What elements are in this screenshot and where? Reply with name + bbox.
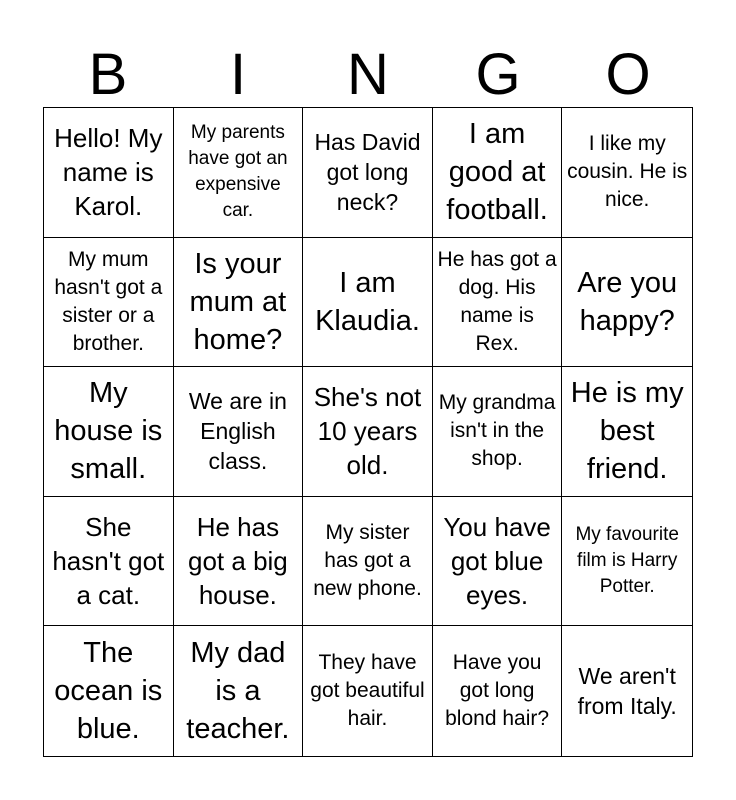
cell-text: My mum hasn't got a sister or a brother. (54, 247, 163, 355)
bingo-cell-r3c4[interactable] (433, 367, 563, 497)
bingo-board (43, 107, 693, 757)
cell-text: You have got blue eyes. (443, 512, 551, 611)
cell-text: He has got a big house. (188, 512, 288, 611)
bingo-cell-r4c3[interactable] (303, 497, 433, 627)
bingo-cell-r3c2[interactable] (174, 367, 304, 497)
cell-text: I am good at football. (446, 118, 548, 227)
cell-text: My grandma isn't in the shop. (438, 391, 556, 471)
header-letter-i: I (229, 42, 247, 107)
bingo-cell-r4c4[interactable] (433, 497, 563, 627)
bingo-cell-r2c2[interactable] (174, 238, 304, 368)
cell-text: He is my best friend. (570, 377, 684, 486)
cell-text: They have got beautiful hair. (310, 651, 425, 731)
header-letter-n: N (347, 42, 389, 107)
cell-text: She's not 10 years old. (313, 382, 422, 481)
bingo-cell-r4c1[interactable] (44, 497, 174, 627)
bingo-cell-r5c4[interactable] (433, 626, 563, 756)
cell-text: My dad is a teacher. (186, 637, 290, 746)
header-letter-g: G (475, 42, 521, 107)
cell-text: My favourite film is Harry Potter. (575, 524, 679, 598)
bingo-cell-r1c2[interactable] (174, 108, 304, 238)
bingo-cell-r4c5[interactable] (562, 497, 692, 627)
bingo-cell-r2c1[interactable] (44, 238, 174, 368)
cell-text: Are you happy? (577, 266, 678, 337)
cell-text: Hello! My name is Karol. (54, 123, 163, 222)
bingo-cell-r3c5[interactable] (562, 367, 692, 497)
cell-text: He has got a dog. His name is Rex. (437, 247, 557, 355)
bingo-cell-r1c5[interactable] (562, 108, 692, 238)
bingo-header (43, 40, 693, 110)
bingo-cell-r5c1[interactable] (44, 626, 174, 756)
cell-text: My sister has got a new phone. (313, 521, 422, 601)
header-letter-b: B (88, 42, 128, 107)
cell-text: My parents have got an expensive car. (188, 122, 288, 222)
bingo-cell-r3c1[interactable] (44, 367, 174, 497)
cell-text: Have you got long blond hair? (445, 651, 550, 731)
bingo-cell-r1c4[interactable] (433, 108, 563, 238)
bingo-cell-r5c5[interactable] (562, 626, 692, 756)
cell-text: I like my cousin. He is nice. (567, 132, 688, 212)
header-letter-o: O (605, 42, 651, 107)
cell-text: We aren't from Italy. (577, 663, 677, 720)
cell-text: We are in English class. (188, 388, 287, 475)
bingo-cell-r1c1[interactable] (44, 108, 174, 238)
bingo-cell-r5c2[interactable] (174, 626, 304, 756)
bingo-cell-r5c3[interactable] (303, 626, 433, 756)
bingo-cell-r1c3[interactable] (303, 108, 433, 238)
bingo-cell-r2c3[interactable] (303, 238, 433, 368)
cell-text: She hasn't got a cat. (52, 512, 165, 611)
bingo-cell-r2c4[interactable] (433, 238, 563, 368)
cell-text: Is your mum at home? (189, 247, 287, 356)
cell-text: Has David got long neck? (314, 129, 421, 216)
cell-text: The ocean is blue. (54, 637, 163, 746)
bingo-cell-r4c2[interactable] (174, 497, 304, 627)
cell-text: I am Klaudia. (315, 266, 420, 337)
bingo-cell-r2c5[interactable] (562, 238, 692, 368)
cell-text: My house is small. (54, 377, 163, 486)
bingo-cell-r3c3[interactable] (303, 367, 433, 497)
